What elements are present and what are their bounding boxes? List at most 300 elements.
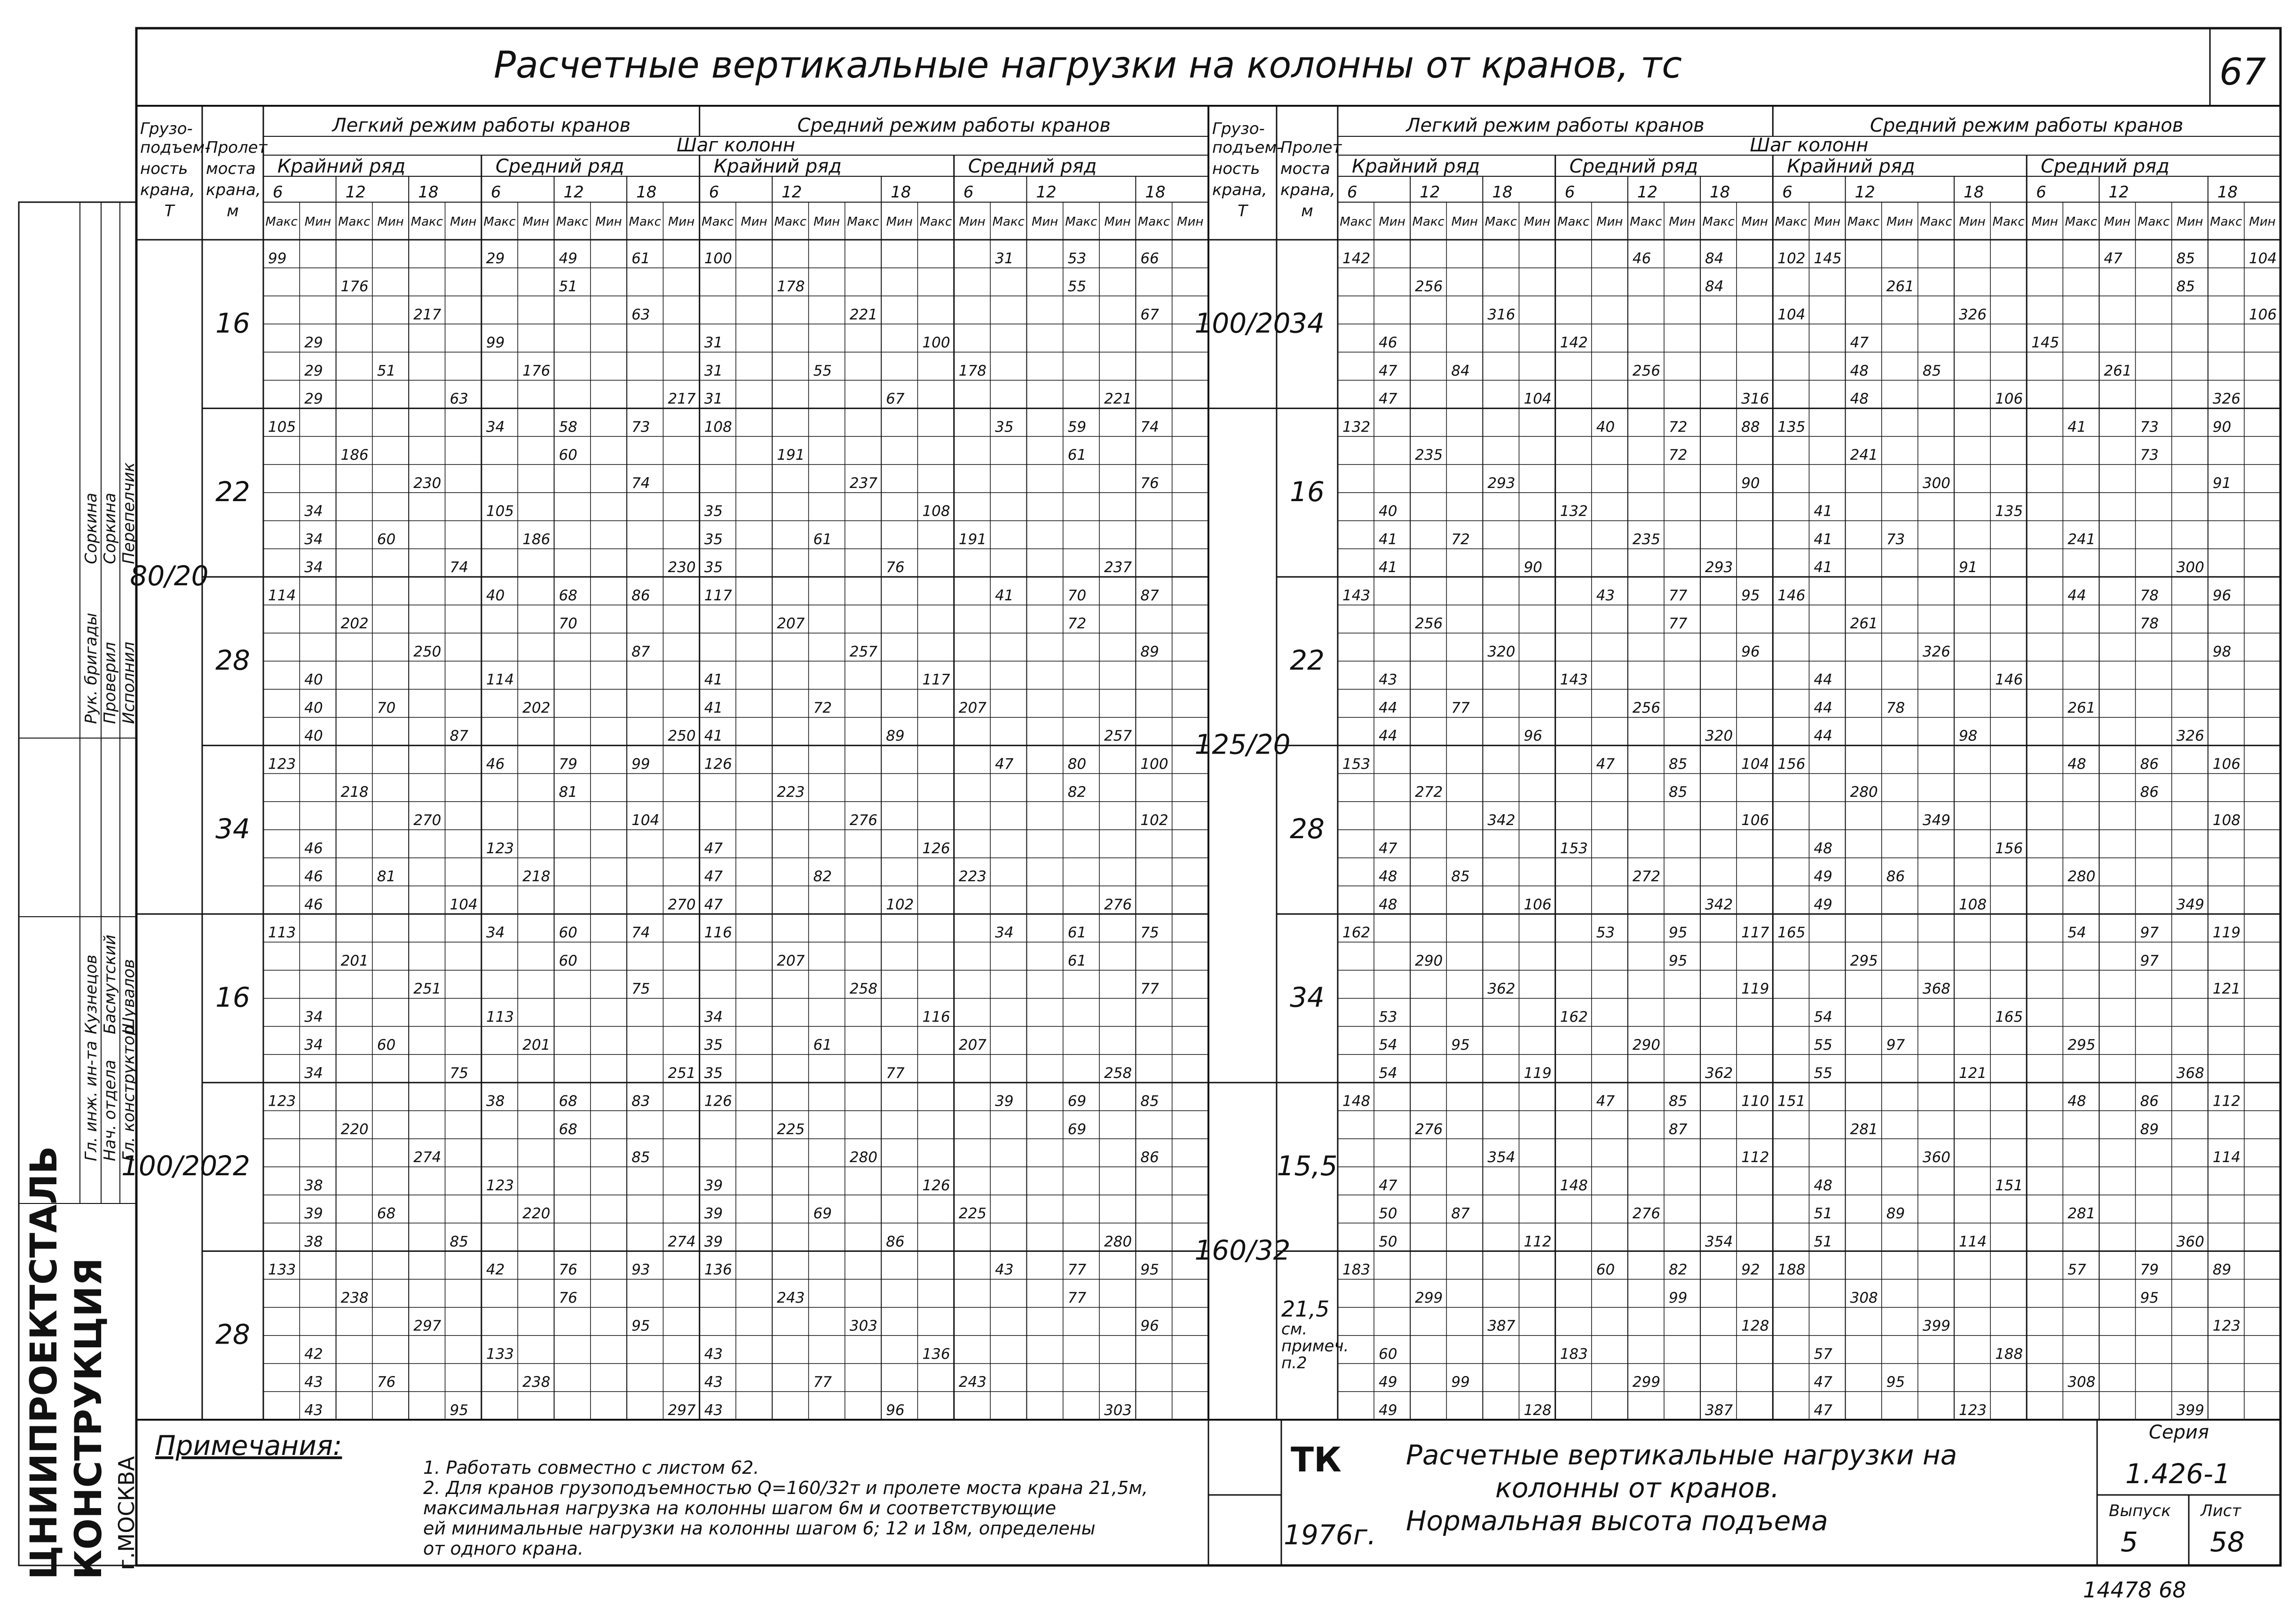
right-cell-value: 362 xyxy=(1487,980,1515,998)
right-cell-value: 96 xyxy=(1741,643,1760,660)
left-maxmin-header: Мин xyxy=(1104,215,1131,229)
right-cell-value: 128 xyxy=(1741,1317,1769,1335)
right-cell-value: 47 xyxy=(1596,755,1615,773)
left-cell-value: 34 xyxy=(304,503,323,520)
sheet-description-1: Расчетные вертикальные нагрузки на xyxy=(1406,1439,1957,1471)
right-cell-value: 77 xyxy=(1669,587,1688,604)
left-cell-value: 238 xyxy=(522,1374,551,1391)
right-cell-value: 95 xyxy=(1886,1374,1905,1391)
left-cell-value: 69 xyxy=(1067,1121,1087,1138)
left-cell-value: 257 xyxy=(849,643,878,660)
left-cell-value: 116 xyxy=(704,924,732,942)
left-cell-value: 100 xyxy=(1140,755,1168,773)
right-cell-value: 104 xyxy=(1741,755,1769,773)
left-cell-value: 102 xyxy=(1140,812,1168,829)
left-step-header: 18 xyxy=(891,183,911,202)
left-cell-value: 217 xyxy=(668,390,696,408)
right-cell-value: 241 xyxy=(2067,531,2096,548)
left-maxmin-header: Макс xyxy=(920,215,952,229)
left-cell-value: 46 xyxy=(304,840,323,857)
right-cell-value: 342 xyxy=(1487,812,1515,829)
right-cell-value: 106 xyxy=(1741,812,1769,829)
right-cell-value: 90 xyxy=(2212,418,2232,436)
right-step-header: 12 xyxy=(1637,183,1658,202)
right-cell-value: 44 xyxy=(1814,699,1832,716)
right-cell-value: 84 xyxy=(1705,250,1724,267)
right-cell-value: 183 xyxy=(1560,1345,1588,1363)
right-cell-value: 165 xyxy=(1995,1008,2023,1026)
left-cell-value: 39 xyxy=(995,1093,1014,1110)
name-perepelchik: Перепелчик xyxy=(119,462,138,564)
left-cell-value: 68 xyxy=(377,1205,396,1222)
left-cell-value: 76 xyxy=(559,1261,577,1279)
left-step-header: 18 xyxy=(418,183,439,202)
right-cell-value: 256 xyxy=(1632,699,1661,716)
right-cell-value: 72 xyxy=(1669,418,1688,436)
left-cell-value: 133 xyxy=(486,1345,514,1363)
left-cell-value: 60 xyxy=(559,952,577,969)
right-cell-value: 47 xyxy=(1379,1177,1397,1194)
right-cell-value: 119 xyxy=(2212,924,2241,942)
left-cell-value: 76 xyxy=(886,559,905,576)
right-cell-value: 48 xyxy=(1814,1177,1832,1194)
role-executed: Исполнил xyxy=(119,642,138,724)
right-cell-value: 54 xyxy=(1379,1037,1397,1054)
right-step-header: 12 xyxy=(1420,183,1440,202)
right-span-header: Пролет xyxy=(1280,138,1342,157)
right-cell-value: 151 xyxy=(1777,1093,1806,1110)
stamp-year: 1976г. xyxy=(1284,1519,1376,1551)
right-cell-value: 48 xyxy=(2067,1093,2086,1110)
right-maxmin-header: Макс xyxy=(1557,215,1590,229)
left-cell-value: 38 xyxy=(486,1093,505,1110)
right-cell-value: 119 xyxy=(1741,980,1769,998)
right-cell-value: 48 xyxy=(1814,840,1832,857)
right-span-value: 34 xyxy=(1290,307,1325,339)
right-cell-value: 53 xyxy=(1379,1008,1397,1026)
right-cell-value: 48 xyxy=(1379,868,1397,885)
right-span-header: моста xyxy=(1280,159,1330,178)
left-maxmin-header: Макс xyxy=(483,215,516,229)
right-cell-value: 112 xyxy=(1741,1149,1769,1166)
left-cell-value: 113 xyxy=(486,1008,514,1026)
left-span-value: 22 xyxy=(215,475,250,508)
right-cell-value: 87 xyxy=(1451,1205,1470,1222)
right-cell-value: 47 xyxy=(1379,390,1397,408)
left-cell-value: 220 xyxy=(340,1121,369,1138)
left-medium-mode-header: Средний режим работы кранов xyxy=(797,115,1111,136)
left-cell-value: 46 xyxy=(486,755,505,773)
right-cell-value: 73 xyxy=(2140,418,2159,436)
right-cell-value: 47 xyxy=(1814,1374,1832,1391)
left-maxmin-header: Мин xyxy=(741,215,767,229)
left-cell-value: 80 xyxy=(1067,755,1087,773)
left-cell-value: 63 xyxy=(631,306,650,323)
left-cell-value: 207 xyxy=(958,1037,987,1054)
left-cell-value: 218 xyxy=(522,868,551,885)
left-cell-value: 93 xyxy=(631,1261,650,1279)
left-cell-value: 96 xyxy=(886,1402,905,1419)
right-cell-value: 132 xyxy=(1560,503,1588,520)
left-step-header: 18 xyxy=(1145,183,1166,202)
left-cell-value: 186 xyxy=(340,447,369,464)
right-step-header: 6 xyxy=(1782,183,1793,202)
left-cell-value: 221 xyxy=(849,306,878,323)
left-cell-value: 40 xyxy=(486,587,505,604)
left-cell-value: 29 xyxy=(486,250,505,267)
right-cell-value: 280 xyxy=(2067,868,2096,885)
left-cell-value: 67 xyxy=(886,390,905,408)
left-cell-value: 60 xyxy=(559,924,577,942)
left-cell-value: 104 xyxy=(631,812,660,829)
right-cell-value: 41 xyxy=(1814,503,1832,520)
left-cell-value: 95 xyxy=(631,1317,650,1335)
right-cell-value: 40 xyxy=(1379,503,1397,520)
left-cell-value: 108 xyxy=(704,418,732,436)
left-cell-value: 76 xyxy=(377,1374,396,1391)
left-cell-value: 69 xyxy=(1067,1093,1087,1110)
left-cell-value: 202 xyxy=(340,615,369,632)
right-cell-value: 261 xyxy=(2104,362,2132,379)
right-cell-value: 98 xyxy=(1958,727,1978,745)
right-cell-value: 119 xyxy=(1523,1064,1552,1082)
right-row-type-header: Крайний ряд xyxy=(1352,156,1480,177)
right-cell-value: 354 xyxy=(1487,1149,1515,1166)
left-cell-value: 68 xyxy=(559,1121,577,1138)
note-line-4: ей минимальные нагрузки на колонны шагом 6; 12 и 18м, определены xyxy=(423,1518,1096,1539)
right-cell-value: 276 xyxy=(1632,1205,1661,1222)
right-cell-value: 117 xyxy=(1741,924,1769,942)
left-column-step-header: Шаг колонн xyxy=(677,134,795,156)
right-cell-value: 106 xyxy=(2249,306,2277,323)
right-cell-value: 44 xyxy=(1379,727,1397,745)
left-cell-value: 221 xyxy=(1104,390,1132,408)
right-cell-value: 360 xyxy=(2176,1233,2204,1250)
left-cell-value: 47 xyxy=(995,755,1014,773)
left-cell-value: 60 xyxy=(377,1037,396,1054)
right-cell-value: 40 xyxy=(1596,418,1615,436)
right-cell-value: 320 xyxy=(1705,727,1733,745)
right-cell-value: 261 xyxy=(1886,278,1914,295)
right-cell-value: 54 xyxy=(1814,1008,1832,1026)
right-capacity-header: ность xyxy=(1212,159,1260,178)
left-cell-value: 34 xyxy=(704,1008,723,1026)
right-cell-value: 48 xyxy=(1850,362,1869,379)
right-capacity-header: подъем- xyxy=(1212,138,1283,157)
left-cell-value: 43 xyxy=(995,1261,1014,1279)
left-cell-value: 61 xyxy=(1067,447,1087,464)
right-cell-value: 60 xyxy=(1379,1345,1397,1363)
left-step-header: 6 xyxy=(490,183,501,202)
left-span-value: 28 xyxy=(215,644,250,676)
left-cell-value: 303 xyxy=(849,1317,878,1335)
right-span-value: 22 xyxy=(1290,644,1325,676)
left-cell-value: 55 xyxy=(813,362,832,379)
right-cell-value: 96 xyxy=(1523,727,1543,745)
left-cell-value: 105 xyxy=(486,503,514,520)
right-cell-value: 142 xyxy=(1342,250,1371,267)
left-cell-value: 257 xyxy=(1104,727,1132,745)
right-cell-value: 102 xyxy=(1777,250,1806,267)
left-cell-value: 87 xyxy=(450,727,468,745)
right-maxmin-header: Мин xyxy=(1451,215,1478,229)
left-maxmin-header: Мин xyxy=(1177,215,1204,229)
left-cell-value: 77 xyxy=(1067,1261,1087,1279)
left-step-header: 18 xyxy=(636,183,657,202)
right-cell-value: 360 xyxy=(1922,1149,1951,1166)
left-span-header: Пролет xyxy=(206,138,268,157)
right-cell-value: 295 xyxy=(2067,1037,2096,1054)
left-cell-value: 251 xyxy=(413,980,442,998)
left-cell-value: 207 xyxy=(958,699,987,716)
right-cell-value: 188 xyxy=(1995,1345,2023,1363)
right-cell-value: 41 xyxy=(1814,559,1832,576)
left-cell-value: 34 xyxy=(304,1008,323,1026)
right-cell-value: 46 xyxy=(1379,334,1397,352)
right-cell-value: 47 xyxy=(1850,334,1869,352)
left-cell-value: 61 xyxy=(1067,952,1087,969)
left-cell-value: 123 xyxy=(268,755,296,773)
left-span-header: м xyxy=(227,202,239,220)
right-cell-value: 44 xyxy=(1379,699,1397,716)
right-cell-value: 121 xyxy=(1958,1064,1987,1082)
left-cell-value: 178 xyxy=(958,362,987,379)
left-step-header: 12 xyxy=(1036,183,1057,202)
left-cell-value: 42 xyxy=(304,1345,323,1363)
right-cell-value: 50 xyxy=(1379,1233,1397,1250)
right-cell-value: 54 xyxy=(1379,1064,1397,1082)
right-maxmin-header: Мин xyxy=(1523,215,1551,229)
left-cell-value: 86 xyxy=(886,1233,905,1250)
left-cell-value: 225 xyxy=(777,1121,805,1138)
right-capacity-header: Т xyxy=(1238,202,1247,220)
right-capacity-value: 100/20 xyxy=(1194,307,1291,339)
right-cell-value: 85 xyxy=(1669,1093,1688,1110)
right-cell-value: 235 xyxy=(1415,447,1443,464)
left-cell-value: 51 xyxy=(559,278,577,295)
right-maxmin-header: Макс xyxy=(1340,215,1372,229)
right-cell-value: 43 xyxy=(1596,587,1615,604)
left-cell-value: 41 xyxy=(704,671,723,689)
left-capacity-header: Т xyxy=(164,202,174,220)
left-cell-value: 68 xyxy=(559,1093,577,1110)
left-span-value: 16 xyxy=(215,307,250,339)
left-cell-value: 34 xyxy=(304,559,323,576)
right-span-value: 34 xyxy=(1290,981,1325,1014)
right-maxmin-header: Макс xyxy=(1847,215,1880,229)
left-cell-value: 303 xyxy=(1104,1402,1132,1419)
left-capacity-header: крана, xyxy=(140,181,195,199)
left-cell-value: 108 xyxy=(922,503,950,520)
right-cell-value: 145 xyxy=(2031,334,2059,352)
right-cell-value: 153 xyxy=(1560,840,1588,857)
left-cell-value: 66 xyxy=(1140,250,1159,267)
series-number: 1.426-1 xyxy=(2125,1458,2231,1490)
right-step-header: 18 xyxy=(2217,183,2238,202)
right-cell-value: 54 xyxy=(2067,924,2086,942)
right-cell-value: 261 xyxy=(2067,699,2096,716)
left-step-header: 6 xyxy=(963,183,974,202)
right-cell-value: 49 xyxy=(1814,868,1832,885)
left-cell-value: 99 xyxy=(486,334,505,352)
right-cell-value: 143 xyxy=(1342,587,1371,604)
left-cell-value: 70 xyxy=(1067,587,1087,604)
right-cell-value: 86 xyxy=(2140,755,2159,773)
right-cell-value: 51 xyxy=(1814,1205,1832,1222)
right-cell-value: 57 xyxy=(1814,1345,1832,1363)
right-cell-value: 48 xyxy=(1850,390,1869,408)
right-maxmin-header: Макс xyxy=(2210,215,2242,229)
right-cell-value: 90 xyxy=(1523,559,1543,576)
left-cell-value: 31 xyxy=(995,250,1014,267)
left-maxmin-header: Макс xyxy=(774,215,807,229)
stamp-tk: ТК xyxy=(1291,1440,1341,1479)
left-cell-value: 34 xyxy=(486,418,505,436)
right-cell-value: 300 xyxy=(2176,559,2204,576)
right-cell-value: 110 xyxy=(1741,1093,1769,1110)
left-cell-value: 280 xyxy=(1104,1233,1132,1250)
left-cell-value: 76 xyxy=(1140,474,1159,492)
left-cell-value: 230 xyxy=(668,559,696,576)
note-line-2: 2. Для кранов грузоподъемностью Q=160/32т и пролете моста крана 21,5м, xyxy=(423,1478,1148,1498)
left-cell-value: 82 xyxy=(813,868,832,885)
right-maxmin-header: Макс xyxy=(1484,215,1517,229)
left-maxmin-header: Макс xyxy=(847,215,879,229)
left-cell-value: 47 xyxy=(704,868,723,885)
right-cell-value: 146 xyxy=(1777,587,1806,604)
left-maxmin-header: Макс xyxy=(410,215,443,229)
left-cell-value: 77 xyxy=(1067,1289,1087,1306)
right-maxmin-header: Макс xyxy=(2137,215,2170,229)
right-cell-value: 128 xyxy=(1523,1402,1552,1419)
right-cell-value: 44 xyxy=(2067,587,2086,604)
left-step-header: 6 xyxy=(273,183,283,202)
name-sorkina-2: Соркина xyxy=(101,493,119,564)
right-span-value: 28 xyxy=(1290,813,1325,845)
right-cell-value: 55 xyxy=(1814,1064,1832,1082)
right-cell-value: 72 xyxy=(1669,447,1688,464)
right-cell-value: 123 xyxy=(1958,1402,1987,1419)
left-cell-value: 59 xyxy=(1067,418,1087,436)
left-cell-value: 40 xyxy=(304,671,323,689)
left-capacity-header: подъем- xyxy=(140,138,211,157)
left-cell-value: 77 xyxy=(1140,980,1159,998)
left-cell-value: 258 xyxy=(1104,1064,1132,1082)
left-span-header: крана, xyxy=(206,181,261,199)
left-cell-value: 178 xyxy=(777,278,805,295)
left-cell-value: 85 xyxy=(631,1149,650,1166)
left-cell-value: 297 xyxy=(413,1317,442,1335)
left-cell-value: 191 xyxy=(777,447,805,464)
left-cell-value: 243 xyxy=(958,1374,987,1391)
left-cell-value: 35 xyxy=(995,418,1014,436)
left-cell-value: 191 xyxy=(958,531,987,548)
right-cell-value: 290 xyxy=(1632,1037,1661,1054)
left-cell-value: 77 xyxy=(886,1064,905,1082)
left-cell-value: 74 xyxy=(450,559,468,576)
left-cell-value: 116 xyxy=(922,1008,950,1026)
left-cell-value: 61 xyxy=(813,531,832,548)
left-cell-value: 85 xyxy=(450,1233,468,1250)
left-step-header: 12 xyxy=(345,183,366,202)
left-cell-value: 230 xyxy=(413,474,442,492)
left-step-header: 12 xyxy=(563,183,584,202)
left-cell-value: 41 xyxy=(995,587,1014,604)
right-cell-value: 326 xyxy=(1922,643,1951,660)
left-maxmin-header: Макс xyxy=(338,215,371,229)
left-cell-value: 70 xyxy=(377,699,396,716)
name-basmutsky: Басмутский xyxy=(101,935,119,1034)
left-cell-value: 76 xyxy=(559,1289,577,1306)
left-cell-value: 123 xyxy=(268,1093,296,1110)
left-cell-value: 114 xyxy=(486,671,514,689)
right-cell-value: 49 xyxy=(1379,1402,1397,1419)
right-span-value: 15,5 xyxy=(1277,1150,1338,1182)
series-label: Серия xyxy=(2149,1422,2209,1443)
left-cell-value: 39 xyxy=(704,1177,723,1194)
right-cell-value: 281 xyxy=(2067,1205,2096,1222)
right-cell-value: 308 xyxy=(1850,1289,1878,1306)
right-cell-value: 106 xyxy=(1523,896,1552,913)
left-cell-value: 126 xyxy=(922,1177,950,1194)
handwritten-archive-number: 14478 68 xyxy=(2083,1577,2186,1602)
left-capacity-header: ность xyxy=(140,159,188,178)
left-maxmin-header: Мин xyxy=(1031,215,1058,229)
left-cell-value: 117 xyxy=(922,671,950,689)
issue-label: Выпуск xyxy=(2109,1502,2171,1520)
left-cell-value: 100 xyxy=(922,334,950,352)
left-cell-value: 186 xyxy=(522,531,551,548)
right-cell-value: 99 xyxy=(1451,1374,1470,1391)
left-cell-value: 237 xyxy=(1104,559,1132,576)
right-cell-value: 77 xyxy=(1669,615,1688,632)
left-maxmin-header: Макс xyxy=(1137,215,1170,229)
left-cell-value: 207 xyxy=(777,615,805,632)
right-cell-value: 49 xyxy=(1814,896,1832,913)
right-row-type-header: Средний ряд xyxy=(1569,156,1698,177)
left-cell-value: 85 xyxy=(1140,1093,1159,1110)
right-cell-value: 99 xyxy=(1669,1289,1688,1306)
right-cell-value: 183 xyxy=(1342,1261,1371,1279)
right-cell-value: 53 xyxy=(1596,924,1615,942)
left-cell-value: 67 xyxy=(1140,306,1159,323)
right-cell-value: 368 xyxy=(2176,1064,2204,1082)
left-cell-value: 43 xyxy=(304,1374,323,1391)
right-cell-value: 156 xyxy=(1777,755,1806,773)
right-cell-value: 162 xyxy=(1560,1008,1588,1026)
notes-heading: Примечания: xyxy=(155,1430,342,1462)
left-cell-value: 79 xyxy=(559,755,577,773)
right-step-header: 6 xyxy=(1564,183,1575,202)
right-span-value: п.2 xyxy=(1281,1353,1307,1373)
right-cell-value: 78 xyxy=(2140,615,2159,632)
right-maxmin-header: Мин xyxy=(1741,215,1768,229)
left-maxmin-header: Макс xyxy=(629,215,661,229)
left-cell-value: 72 xyxy=(813,699,832,716)
right-cell-value: 121 xyxy=(2212,980,2241,998)
right-cell-value: 399 xyxy=(1922,1317,1951,1335)
right-cell-value: 132 xyxy=(1342,418,1371,436)
right-cell-value: 151 xyxy=(1995,1177,2023,1194)
right-span-value: см. xyxy=(1281,1320,1308,1339)
right-step-header: 6 xyxy=(1347,183,1357,202)
right-cell-value: 162 xyxy=(1342,924,1371,942)
right-cell-value: 276 xyxy=(1415,1121,1443,1138)
left-step-header: 12 xyxy=(781,183,802,202)
right-cell-value: 114 xyxy=(2212,1149,2241,1166)
left-maxmin-header: Мин xyxy=(886,215,913,229)
right-cell-value: 92 xyxy=(1741,1261,1760,1279)
